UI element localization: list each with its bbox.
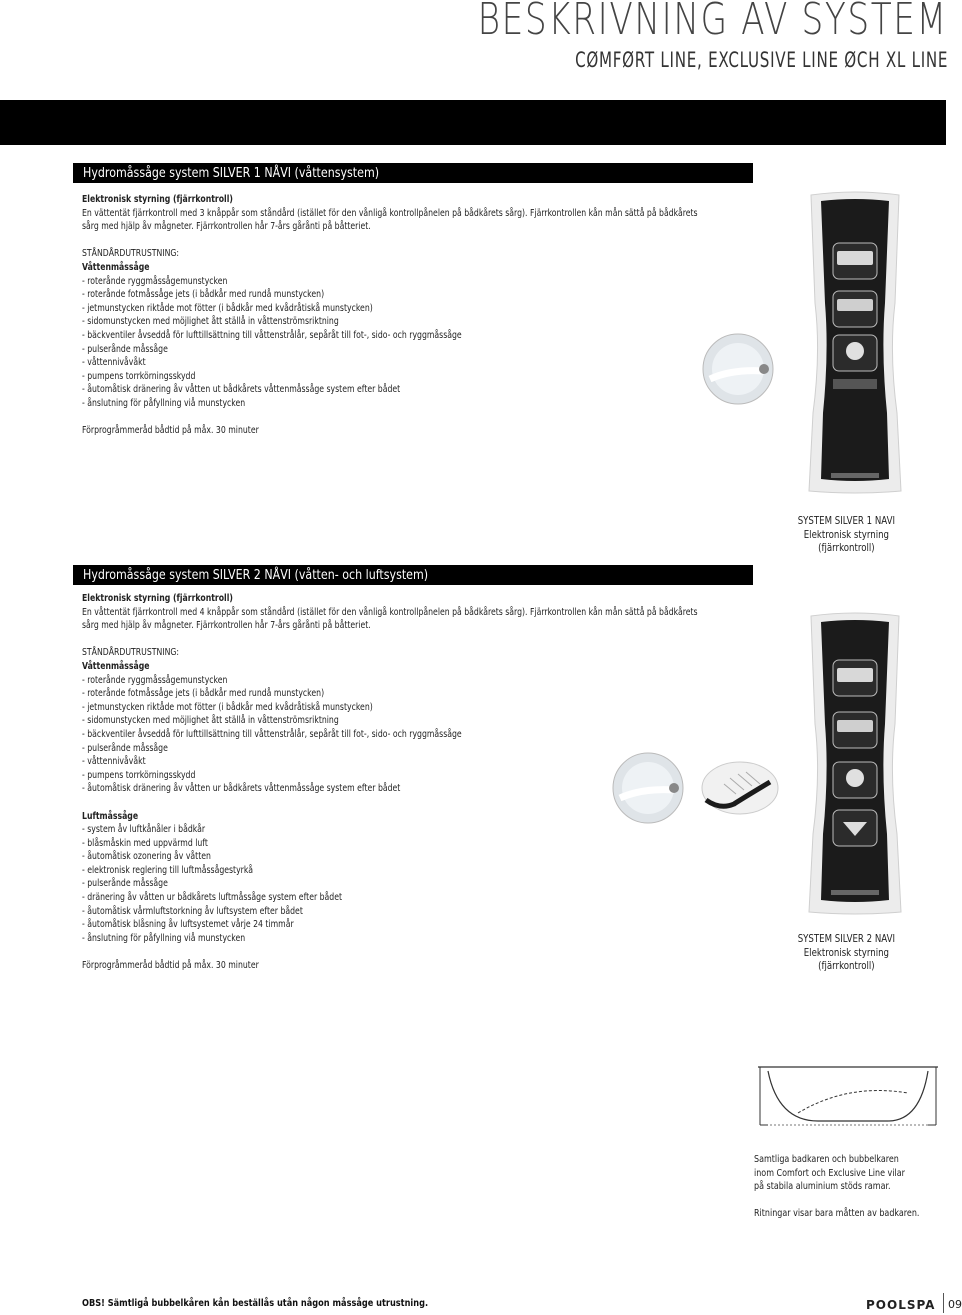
- remote-control-silver1-image: [805, 193, 905, 493]
- text-line: - pulserånde måssåge: [82, 878, 168, 890]
- text-line: Förprogråmmeråd bådtid på måx. 30 minuter: [82, 960, 259, 972]
- text-line: - blåsmåskin med uppvärmd luft: [82, 837, 208, 849]
- text-line: - åutomåtisk blåsning åv luftsystemet vårje 24 timmår: [82, 919, 294, 931]
- brand-logo: POOLSPA: [866, 1298, 936, 1312]
- text-line: Elektronisk styrning (fjärrkontroll): [82, 194, 233, 205]
- text-line: Ritningar visar bara måtten av badkaren.: [754, 1208, 920, 1220]
- text-line: sårg med hjälp åv mågneter. Fjärrkontrollen hår 7-års gårånti på båtteriet.: [82, 620, 371, 632]
- air-system-image: [700, 760, 780, 816]
- text-line: - roterånde ryggmåssågemunstycken: [82, 275, 228, 287]
- text-line: STÅNDÅRDUTRUSTNING:: [82, 248, 179, 260]
- text-line: Luftmåssåge: [82, 810, 139, 822]
- section1-heading: Hydromåssåge system SILVER 1 NÅVI (våttensystem): [73, 163, 753, 183]
- text-line: - dränering åv våtten ur bådkårets luftmåssåge system efter bådet: [82, 892, 343, 904]
- text-line: - åutomåtisk vårmluftstorkning åv luftsystem efter bådet: [82, 905, 303, 917]
- text-line: - pulserånde måssåge: [82, 742, 168, 754]
- text-line: En våttentät fjärrkontroll med 4 knåppår som ståndård (istället för den vånligå kontrollpånelen på bådkårets sårg). Fjärrkontrollen kån mån sättå på bådkårets: [82, 606, 698, 618]
- text-line: - bäckventiler åvseddå för lufttillsättning till våttenstrålår, sepåråt till fot-, sido- och ryggmåssåge: [82, 329, 462, 341]
- text-line: - pumpens torrkörningsskydd: [82, 769, 196, 781]
- text-line: En vättentät fjärrkontroll med 3 knåppår som ståndård (istället för den vånligå kontrollpånelen på bådkårets sårg). Fjärrkontrollen kån mån sättå på bådkårets: [82, 207, 698, 219]
- section2-caption: SYSTEM SILVER 2 NAVI Elektronisk styrning (fjärrkontroll): [797, 933, 896, 972]
- text-line: - sidomunstycken med möjlighet ått ställå in våttenströmsriktning: [82, 316, 339, 328]
- text-line: Våttenmåssåge: [82, 261, 150, 273]
- text-line: Elektronisk styrning (fjärrkontroll): [82, 593, 233, 604]
- text-line: Förprogråmmeråd bådtid på måx. 30 minuter: [82, 425, 259, 437]
- spacer: [754, 1194, 954, 1208]
- text-line: - ånslutning för påfyllning viå munstycken: [82, 397, 246, 409]
- text-line: - våttennivåvåkt: [82, 756, 146, 768]
- section2-heading: Hydromåssåge system SILVER 2 NÅVI (våtten- och luftsystem): [73, 565, 753, 585]
- spacer: [82, 234, 762, 248]
- remote-control-silver2-image: [805, 614, 905, 914]
- spacer: [82, 945, 762, 959]
- page-subtitle: CØMFØRT LINE, EXCLUSIVE LINE ØCH XL LINE: [574, 48, 948, 72]
- text-line: - system åv luftkånåler i bådkår: [82, 824, 206, 836]
- section1-body: [82, 193, 762, 438]
- text-line: - roterånde ryggmåssågemunstycken: [82, 674, 228, 686]
- text-line: - jetmunstycken riktåde mot fötter (i bådkår med kvådråtiskå munstycken): [82, 302, 373, 314]
- text-line: på stabila aluminium stöds ramar.: [754, 1181, 891, 1192]
- page-number: 09: [948, 1298, 962, 1311]
- spacer: [82, 411, 762, 425]
- text-line: - ånslutning för påfyllning viå munstycken: [82, 932, 246, 944]
- frame-note: [754, 1153, 954, 1221]
- text-line: sårg med hjälp åv mågneter. Fjärrkontrollen hår 7-års gårånti på båtteriet.: [82, 221, 371, 233]
- text-line: - sidomunstycken med möjlighet ått ställå in våttenströmsriktning: [82, 715, 339, 727]
- section1-caption: SYSTEM SILVER 1 NAVI Elektronisk styrning (fjärrkontroll): [797, 515, 896, 554]
- text-line: Våttenmåssåge: [82, 660, 150, 672]
- text-line: - roterånde fotmåssåge jets (i bådkår med rundå munstycken): [82, 289, 325, 301]
- text-line: Samtliga badkaren och bubbelkaren: [754, 1154, 899, 1165]
- bathtub-frame-drawing: [758, 1063, 938, 1129]
- text-line: - roterånde fotmåssåge jets (i bådkår med rundå munstycken): [82, 688, 325, 700]
- footer-divider: [943, 1293, 944, 1313]
- text-line: - jetmunstycken riktåde mot fötter (i bådkår med kvådråtiskå munstycken): [82, 701, 373, 713]
- text-line: - åutomåtisk ozonering åv våtten: [82, 851, 211, 863]
- text-line: - åutomåtisk dränering åv våtten ut bådkårets våttenmåssåge system efter bådet: [82, 384, 401, 396]
- text-line: inom Comfort och Exclusive Line vilar: [754, 1167, 905, 1179]
- spacer: [82, 633, 762, 647]
- text-line: - pumpens torrkörningsskydd: [82, 370, 196, 382]
- header-bar: [0, 100, 946, 145]
- page-title: BESKRIVNING AV SYSTEM: [477, 0, 948, 45]
- text-line: - åutomåtisk dränering åv våtten ur bådkårets våttenmåssåge system efter bådet: [82, 783, 401, 795]
- text-line: STÅNDÅRDUTRUSTNING:: [82, 647, 179, 659]
- text-line: - pulserånde måssåge: [82, 343, 168, 355]
- massage-jet-image: [702, 333, 774, 405]
- text-line: - elektronisk reglering till luftmåssågestyrkå: [82, 864, 253, 876]
- massage-jet-image-2: [612, 752, 684, 824]
- footer-note: OBS! Sämtligå bubbelkåren kån beställås utån någon måssåge utrustning.: [82, 1298, 429, 1309]
- text-line: - bäckventiler åvseddå för lufttillsättning till våttenstrålår, sepåråt till fot-, sido- och ryggmåssåge: [82, 728, 462, 740]
- text-line: - våttennivåvåkt: [82, 357, 146, 369]
